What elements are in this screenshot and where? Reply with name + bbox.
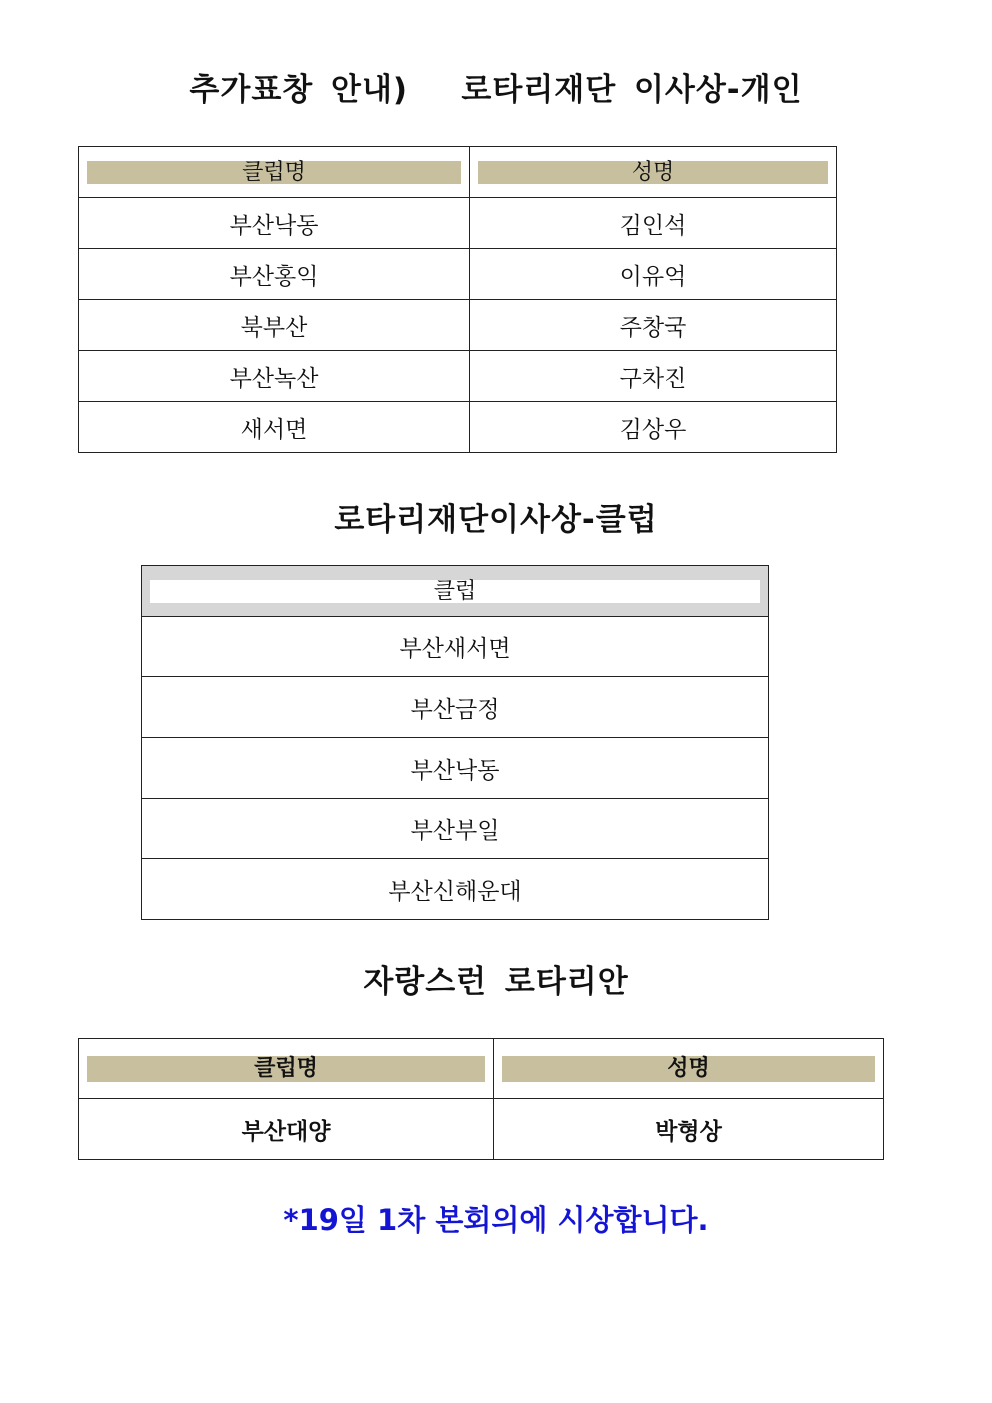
table-row (79, 249, 837, 300)
column-header-club: 클럽명 (79, 1039, 494, 1099)
table-row (79, 1099, 884, 1160)
column-header-club: 클럽명 (79, 147, 470, 198)
table-row (79, 300, 837, 351)
club-cell: 북부산 (79, 300, 470, 351)
club-award-table (141, 565, 769, 920)
club-cell: 부산금정 (142, 677, 769, 738)
title-individual-award: 추가표창 안내) 로타리재단 이사상-개인 (189, 72, 803, 108)
title-proud-rotarian: 자랑스런 로타리안 (363, 964, 629, 1000)
table-header-row (79, 147, 837, 198)
column-header-club: 클럽 (142, 566, 769, 617)
club-cell: 부산새서면 (142, 617, 769, 677)
table-row (142, 799, 769, 859)
club-cell: 부산녹산 (79, 351, 470, 402)
title-club-award: 로타리재단이사상-클럽 (334, 502, 658, 538)
club-cell: 부산신해운대 (142, 859, 769, 920)
table-row (79, 402, 837, 453)
proud-rotarian-table (78, 1038, 884, 1160)
club-cell: 부산부일 (142, 799, 769, 859)
name-cell: 주창국 (470, 300, 837, 351)
table-row (79, 198, 837, 249)
name-cell: 김상우 (470, 402, 837, 453)
club-cell: 부산대양 (79, 1099, 494, 1160)
table-row (142, 617, 769, 677)
club-cell: 새서면 (79, 402, 470, 453)
column-header-name: 성명 (470, 147, 837, 198)
name-cell: 이유억 (470, 249, 837, 300)
table-header-row (142, 566, 769, 617)
table-row (142, 738, 769, 799)
table-header-row (79, 1039, 884, 1099)
club-cell: 부산낙동 (142, 738, 769, 799)
club-cell: 부산낙동 (79, 198, 470, 249)
award-ceremony-note: *19일 1차 본회의에 시상합니다. (283, 1203, 709, 1237)
table-row (142, 859, 769, 920)
name-cell: 박형상 (494, 1099, 884, 1160)
individual-award-table (78, 146, 837, 453)
name-cell: 구차진 (470, 351, 837, 402)
table-row (79, 351, 837, 402)
table-row (142, 677, 769, 738)
column-header-name: 성명 (494, 1039, 884, 1099)
club-cell: 부산홍익 (79, 249, 470, 300)
name-cell: 김인석 (470, 198, 837, 249)
